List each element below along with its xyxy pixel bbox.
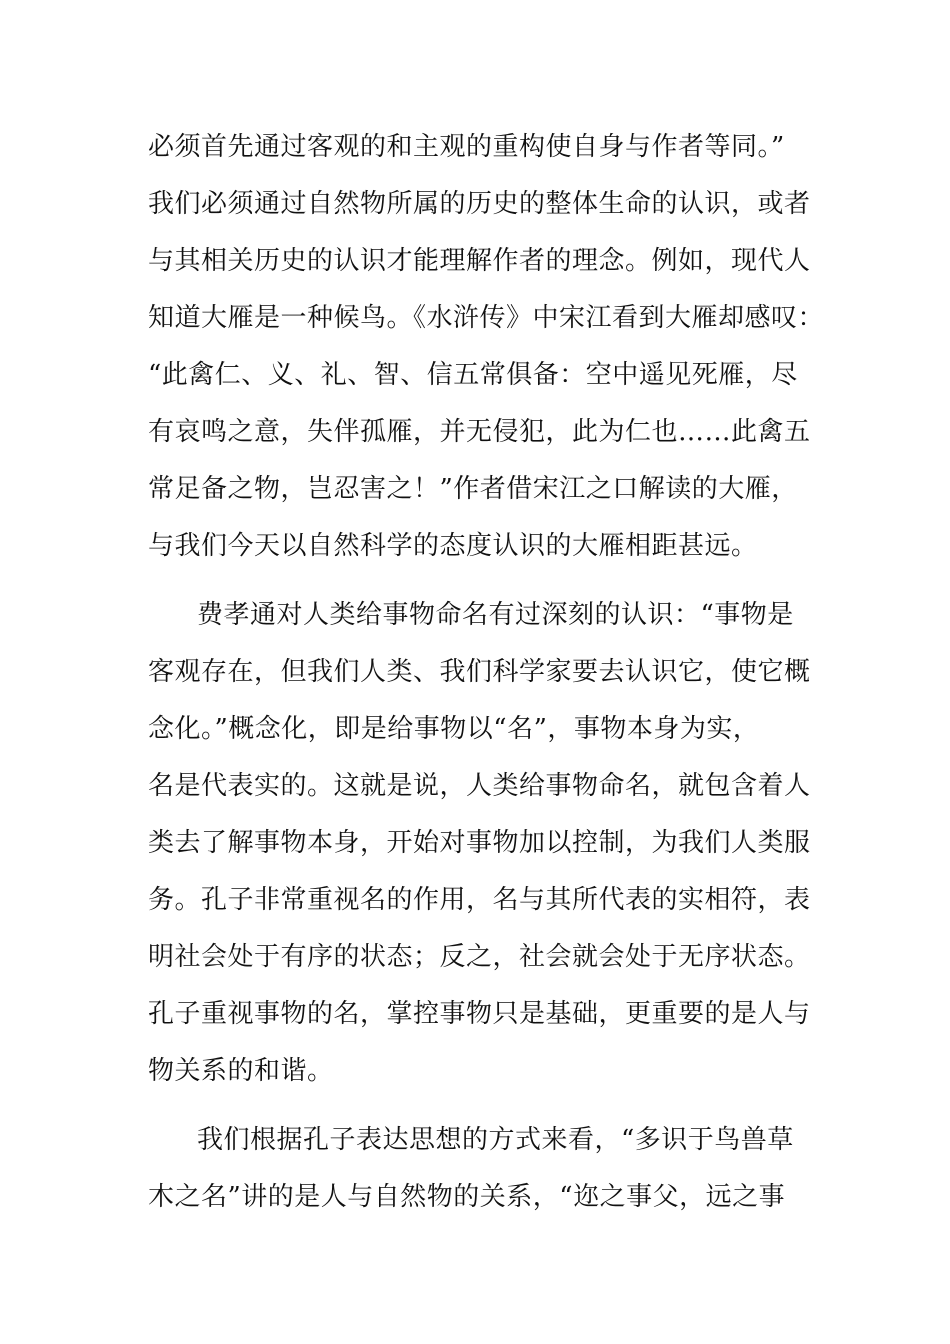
text-line: 我们必须通过自然物所属的历史的整体生命的认识，或者 — [148, 189, 811, 219]
text-line: 念化。”概念化，即是给事物以“名”，事物本身为实， — [148, 714, 760, 744]
text-line: “此禽仁、义、礼、智、信五常俱备：空中遥见死雁，尽 — [148, 360, 798, 390]
text-line: 类去了解事物本身，开始对事物加以控制，为我们人类服 — [148, 828, 811, 858]
text-line: 必须首先通过客观的和主观的重构使自身与作者等同。” — [148, 132, 785, 162]
text-line: 木之名”讲的是人与自然物的关系，“迩之事父，远之事 — [148, 1182, 786, 1212]
text-line: 有哀鸣之意，失伴孤雁，并无侵犯，此为仁也……此禽五 — [148, 417, 811, 447]
text-line: 与我们今天以自然科学的态度认识的大雁相距甚远。 — [148, 531, 758, 561]
text-line: 常足备之物，岂忍害之！”作者借宋江之口解读的大雁， — [148, 474, 798, 504]
paragraph-first-line: 我们根据孔子表达思想的方式来看，“多识于鸟兽草 — [197, 1125, 794, 1155]
text-line: 明社会处于有序的状态；反之，社会就会处于无序状态。 — [148, 942, 811, 972]
text-line: 知道大雁是一种候鸟。《水浒传》中宋江看到大雁却感叹： — [148, 303, 825, 333]
text-line: 务。孔子非常重视名的作用，名与其所代表的实相符，表 — [148, 885, 811, 915]
text-line: 客观存在，但我们人类、我们科学家要去认识它，使它概 — [148, 657, 811, 687]
text-line: 孔子重视事物的名，掌控事物只是基础，更重要的是人与 — [148, 999, 811, 1029]
text-line: 名是代表实的。这就是说，人类给事物命名，就包含着人 — [148, 771, 811, 801]
text-line: 与其相关历史的认识才能理解作者的理念。例如，现代人 — [148, 246, 811, 276]
text-line: 物关系的和谐。 — [148, 1056, 334, 1086]
paragraph-first-line: 费孝通对人类给事物命名有过深刻的认识：“事物是 — [197, 600, 794, 630]
